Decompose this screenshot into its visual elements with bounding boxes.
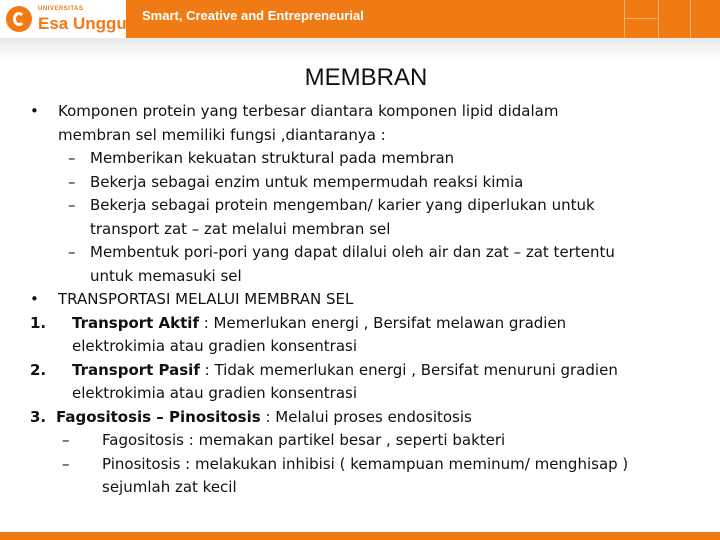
header-shadow-band xyxy=(0,38,720,60)
slide-content xyxy=(30,100,710,500)
sub-bullet-text: Bekerja sebagai enzim untuk mempermudah reaksi kimia xyxy=(90,172,524,191)
bullet-marker: • xyxy=(30,102,39,120)
logo-text: Esa Unggul xyxy=(38,14,132,33)
dash-marker: – xyxy=(62,431,70,449)
number-marker: 2. xyxy=(30,360,47,379)
sub-bullet-continued xyxy=(30,476,710,500)
sub-bullet-text: Pinositosis : melakukan inhibisi ( kemampuan meminum/ menghisap ) xyxy=(102,454,629,473)
bullet-text-continued xyxy=(30,124,710,148)
header-decor-box xyxy=(624,0,657,38)
item-text: elektrokimia atau gradien konsentrasi xyxy=(72,337,358,355)
number-marker: 3. xyxy=(30,407,47,426)
numbered-item xyxy=(30,406,710,430)
item-term: Transport Pasif xyxy=(72,360,200,379)
sub-bullet-item xyxy=(30,453,710,477)
dash-marker: – xyxy=(68,243,76,261)
bullet-item xyxy=(30,100,710,124)
bullet-text: TRANSPORTASI MELALUI MEMBRAN SEL xyxy=(58,290,354,308)
item-text: : Tidak memerlukan energi , Bersifat menuruni gradien xyxy=(199,360,618,379)
numbered-item-continued xyxy=(30,382,710,406)
dash-marker: – xyxy=(68,149,76,167)
dash-marker: – xyxy=(68,196,76,214)
sub-bullet-item xyxy=(30,147,710,171)
sub-bullet-continued xyxy=(30,218,710,242)
logo-emblem-icon xyxy=(6,6,32,32)
item-text: : Melalui proses endositosis xyxy=(260,407,472,426)
item-term: Transport Aktif xyxy=(72,313,199,332)
item-text: : Memerlukan energi , Bersifat melawan gradien xyxy=(198,313,567,332)
bullet-marker: • xyxy=(30,290,39,308)
bullet-text: Komponen protein yang terbesar diantara komponen lipid didalam xyxy=(58,102,559,120)
sub-bullet-item xyxy=(30,429,710,453)
sub-bullet-item xyxy=(30,194,710,218)
logo-small-text: UNIVERSITAS xyxy=(38,6,84,12)
dash-marker: – xyxy=(68,172,76,191)
item-text: elektrokimia atau gradien konsentrasi xyxy=(72,384,358,402)
sub-bullet-item xyxy=(30,171,710,195)
university-logo xyxy=(0,0,132,38)
bullet-text: membran sel memiliki fungsi ,diantaranya : xyxy=(58,125,386,144)
sub-bullet-text: Memberikan kekuatan struktural pada membran xyxy=(90,149,455,167)
sub-bullet-continued xyxy=(30,265,710,289)
numbered-item-continued xyxy=(30,335,710,359)
sub-bullet-text: Bekerja sebagai protein mengemban/ karier yang diperlukan untuk xyxy=(90,196,595,214)
tagline: Smart, Creative and Entrepreneurial xyxy=(142,8,364,23)
numbered-item xyxy=(30,359,710,383)
header-decor-box xyxy=(690,0,720,38)
sub-bullet-text: sejumlah zat kecil xyxy=(102,478,237,496)
header-bar xyxy=(0,0,720,38)
number-marker: 1. xyxy=(30,313,47,332)
dash-marker: – xyxy=(62,454,70,473)
footer-line xyxy=(0,532,720,540)
item-term: Fagositosis – Pinositosis xyxy=(56,407,261,426)
sub-bullet-text: Fagositosis : memakan partikel besar , seperti bakteri xyxy=(102,431,506,449)
sub-bullet-text: transport zat – zat melalui membran sel xyxy=(90,219,391,238)
bullet-item xyxy=(30,288,710,312)
sub-bullet-text: untuk memasuki sel xyxy=(90,266,242,285)
numbered-item xyxy=(30,312,710,336)
header-decor-box xyxy=(658,0,689,38)
slide-title: MEMBRAN xyxy=(304,64,428,91)
sub-bullet-item xyxy=(30,241,710,265)
sub-bullet-text: Membentuk pori-pori yang dapat dilalui oleh air dan zat – zat tertentu xyxy=(90,243,615,261)
